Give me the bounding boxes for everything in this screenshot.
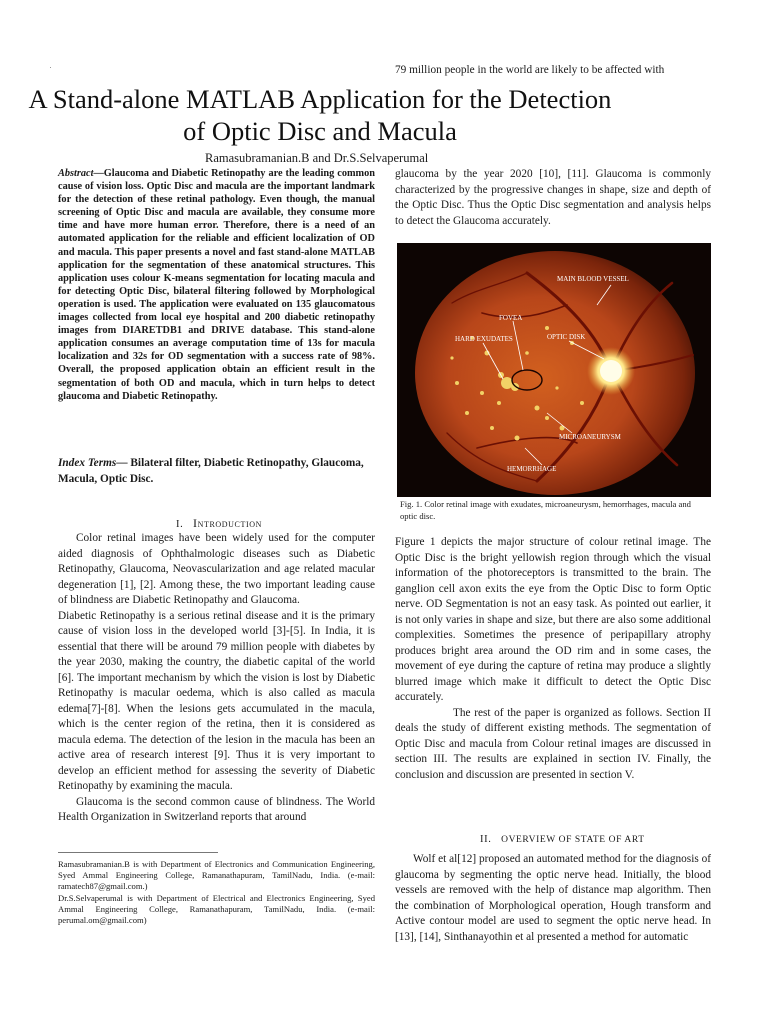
- fundus: [415, 251, 695, 495]
- abstract-text: —Glaucoma and Diabetic Retinopathy are the leading common cause of vision loss. Optic Disc and macula are the important landmark for the detection of these retinal pathology. Even though, the manual screening of Optic Disc and macula are available, they consume more time and have more human error. Therefore, there is a need of an automated application for the reliable and efficient localization of OD and macula. This paper presents a novel and fast stand-alone MATLAB application for the segmentation of these anatomical structures. This application uses colour K-means segmentation for locating macula and for detecting Optic Disc, bilateral filtering followed by Morphological operation is used. The application were evaluated on 135 glaucomatous images collected from local eye hospital and 200 diabetic retinopathy images from DIARETDB1 and DRIVE database. This stand-alone application consumes an average computation time of 13s for macula localization and 32s for OD segmentation with a success rate of 98%. Overall, the proposed application obtain an efficient result in the segmentation of both OD and macula, which in turn helps to detect glaucoma and Diabetic Retinopathy.: [58, 168, 375, 402]
- section-number: I.: [176, 519, 184, 530]
- overview-body: Wolf et al[12] proposed an automated method for the diagnosis of glaucoma by segmenting the optic nerve head. Initially, the blood vessels are removed with the help of distance map algorithm. Then the combination of Morphological operation, Hough transform and Active contour model are used to segment the optic nerve head. In [13], [14], Sinthanayothin et al presented a method for automatic: [395, 853, 711, 943]
- paper-title: A Stand-alone MATLAB Application for the Detection of Optic Disc and Macula: [28, 84, 612, 146]
- footnote-line: Ramasubramanian.B is with Department of Electronics and Communication Engineering, Syed Ammal Engineering College, Ramanathapuram, TamilNadu, India. (e-mail: ramatech87@gmail.com.): [58, 859, 375, 892]
- label-hemorrhage: HEMORRHAGE: [507, 465, 557, 473]
- label-main-blood-vessel: MAIN BLOOD VESSEL: [557, 275, 629, 283]
- section-title-text: OVERVIEW OF STATE OF ART: [501, 835, 645, 845]
- page-mark: [50, 67, 51, 68]
- retina-figure: [397, 243, 711, 497]
- section-heading-overview: [480, 834, 645, 845]
- paper-authors: Ramasubramanian.B and Dr.S.Selvaperumal: [205, 151, 429, 165]
- optic-disc-core: [600, 360, 622, 382]
- label-microaneurysm: MICROANEURYSM: [559, 433, 621, 441]
- footnote-line: Dr.S.Selvaperumal is with Department of Electrical and Electronics Engineering, Syed Ammal Engineering College, Ramanathapuram, TamilNadu, India. (e-mail: perumal.om@gmail.com): [58, 892, 375, 926]
- paragraph: Diabetic Retinopathy is a serious retinal disease and it is the primary cause of vision loss in the developed world [3]-[5]. In India, it is essential that there will be around 79 million people with diabetes by the year 2030, making the country, the diabetic capital of the world [6]. The important mechanism by which the vision is lost by Diabetic Retinopathy is macular oedema, which is also called as macula edema[7]-[8]. When the lesions gets accumulated in the macula, which is the center region of the retina, then it is considered as macula edema. The detection of the lesion in the macula has been an active area of research interest [9]. Thus it is very important to develop an efficient method for assessing the severity of Diabetic Retinopathy by examining the macula.: [58, 609, 375, 792]
- label-optic-disk: OPTIC DISK: [547, 333, 586, 341]
- column-continuation-text: 79 million people in the world are likely to be affected with: [395, 64, 665, 76]
- paragraph: Color retinal images have been widely used for the computer aided diagnosis of Ophthalmologic diseases such as Diabetic Retinopathy, Glaucoma, Neovascularization and age related macular degeneration [1], [2]. Among these, the two important leading cause of blindness are Diabetic Retinopathy and Glaucoma.: [58, 532, 375, 606]
- footnote-divider: [58, 852, 218, 853]
- abstract: [58, 167, 375, 403]
- label-hard-exudates: HARD EXUDATES: [455, 335, 513, 343]
- author-footnote: [58, 859, 375, 926]
- index-terms: [58, 456, 375, 487]
- section-number: II.: [480, 834, 492, 845]
- introduction-body: [58, 531, 375, 826]
- figure-caption: Fig. 1. Color retinal image with exudates, microaneurysm, hemorrhages, macula and optic disc.: [400, 499, 691, 521]
- section-heading-introduction: [176, 516, 262, 531]
- right-column-top-text: glaucoma by the year 2020 [10], [11]. Glaucoma is commonly characterized by the progressive changes in shape, size and depth of the Optic Disc. Thus the Optic Disc segmentation and analysis helps to detect the Glaucoma accurately.: [395, 168, 711, 227]
- paragraph: Figure 1 depicts the major structure of colour retinal image. The Optic Disc is the bright yellowish region through which the visual information of the photoreceptors is transmitted to the brain. The ganglion cell axon exits the eye from the Optic Disc to form Optic nerve. OD Segmentation is not an easy task. As pointed out earlier, it is not only varies in shape and size, but there are also some additional complexities. Sometimes the presence of peripapillary atrophy produces bright area around the OD rim and in some cases, the movement of eye during the capture of retina may produce a slightly blurred image which make it difficult to detect the Optic Disc accurately.: [395, 536, 711, 703]
- abstract-label: Abstract: [58, 168, 94, 179]
- section-title-text: Introduction: [193, 516, 262, 530]
- paragraph: Glaucoma is the second common cause of blindness. The World Health Organization in Switzerland reports that around: [58, 795, 375, 823]
- retina-image: [397, 243, 711, 497]
- index-terms-label: Index Terms: [58, 457, 117, 469]
- index-terms-text: — Bilateral filter, Diabetic Retinopathy, Glaucoma, Macula, Optic Disc.: [58, 457, 364, 485]
- right-column-body: [395, 535, 711, 783]
- label-fovea: FOVEA: [499, 314, 523, 322]
- paragraph: The rest of the paper is organized as follows. Section II deals the study of different existing methods. The segmentation of Optic Disc and macula from Colour retinal images are discussed in section III. The results are explained in section IV. Finally, the conclusion and discussion are presented in section V.: [395, 706, 711, 781]
